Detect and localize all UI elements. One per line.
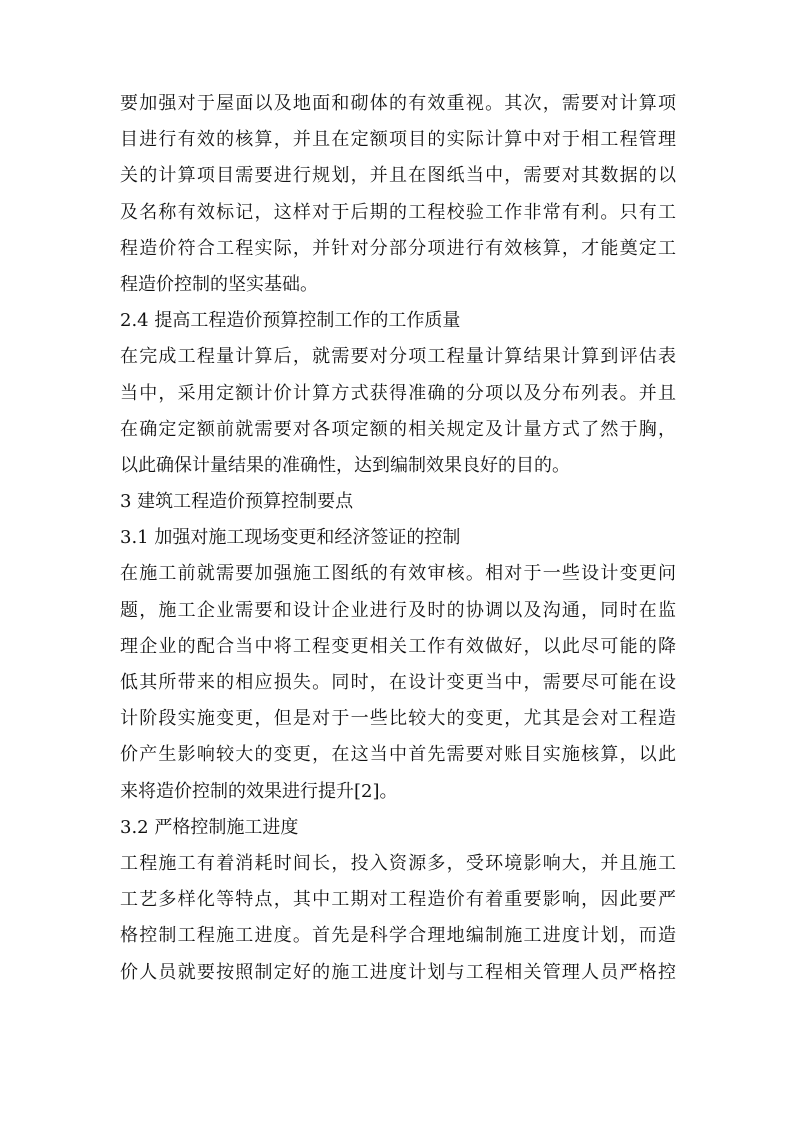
text-line: 来将造价控制的效果进行提升[2]。 (120, 780, 398, 802)
text-line: 程造价符合工程实际，并针对分部分项进行有效核算，才能奠定工 (120, 237, 676, 259)
text-line: 关的计算项目需要进行规划，并且在图纸当中，需要对其数据的以 (120, 165, 676, 187)
text-line: 3.1 加强对施工现场变更和经济签证的控制 (120, 527, 461, 549)
text-line: 题，施工企业需要和设计企业进行及时的协调以及沟通，同时在监 (120, 599, 676, 621)
text-line: 目进行有效的核算，并且在定额项目的实际计算中对于相工程管理 (120, 129, 676, 151)
text-line: 计阶段实施变更，但是对于一些比较大的变更，尤其是会对工程造 (120, 708, 676, 730)
text-line: 工艺多样化等特点，其中工期对工程造价有着重要影响，因此要严 (120, 889, 676, 911)
text-line: 当中，采用定额计价计算方式获得准确的分项以及分布列表。并且 (120, 382, 676, 404)
text-line: 3 建筑工程造价预算控制要点 (120, 491, 354, 513)
text-line: 及名称有效标记，这样对于后期的工程校验工作非常有利。只有工 (120, 201, 676, 223)
text-line: 工程施工有着消耗时间长，投入资源多，受环境影响大，并且施工 (120, 852, 676, 874)
text-line: 价人员就要按照制定好的施工进度计划与工程相关管理人员严格控 (120, 961, 676, 983)
text-line: 以此确保计量结果的准确性，达到编制效果良好的目的。 (120, 454, 570, 476)
text-line: 3.2 严格控制施工进度 (120, 816, 299, 838)
text-line: 价产生影响较大的变更，在这当中首先需要对账目实施核算，以此 (120, 744, 676, 766)
text-line: 低其所带来的相应损失。同时，在设计变更当中，需要尽可能在设 (120, 672, 676, 693)
document-body (120, 86, 676, 991)
text-line: 2.4 提高工程造价预算控制工作的工作质量 (120, 310, 461, 332)
text-line: 在施工前就需要加强施工图纸的有效审核。相对于一些设计变更问 (120, 563, 676, 585)
text-line: 格控制工程施工进度。首先是科学合理地编制施工进度计划，而造 (120, 925, 676, 947)
text-line: 在完成工程量计算后，就需要对分项工程量计算结果计算到评估表 (120, 346, 676, 368)
text-line: 理企业的配合当中将工程变更相关工作有效做好，以此尽可能的降 (120, 635, 676, 657)
text-line: 在确定定额前就需要对各项定额的相关规定及计量方式了然于胸， (120, 418, 676, 440)
text-line: 程造价控制的坚实基础。 (120, 273, 318, 295)
text-line: 要加强对于屋面以及地面和砌体的有效重视。其次，需要对计算项 (120, 93, 676, 114)
